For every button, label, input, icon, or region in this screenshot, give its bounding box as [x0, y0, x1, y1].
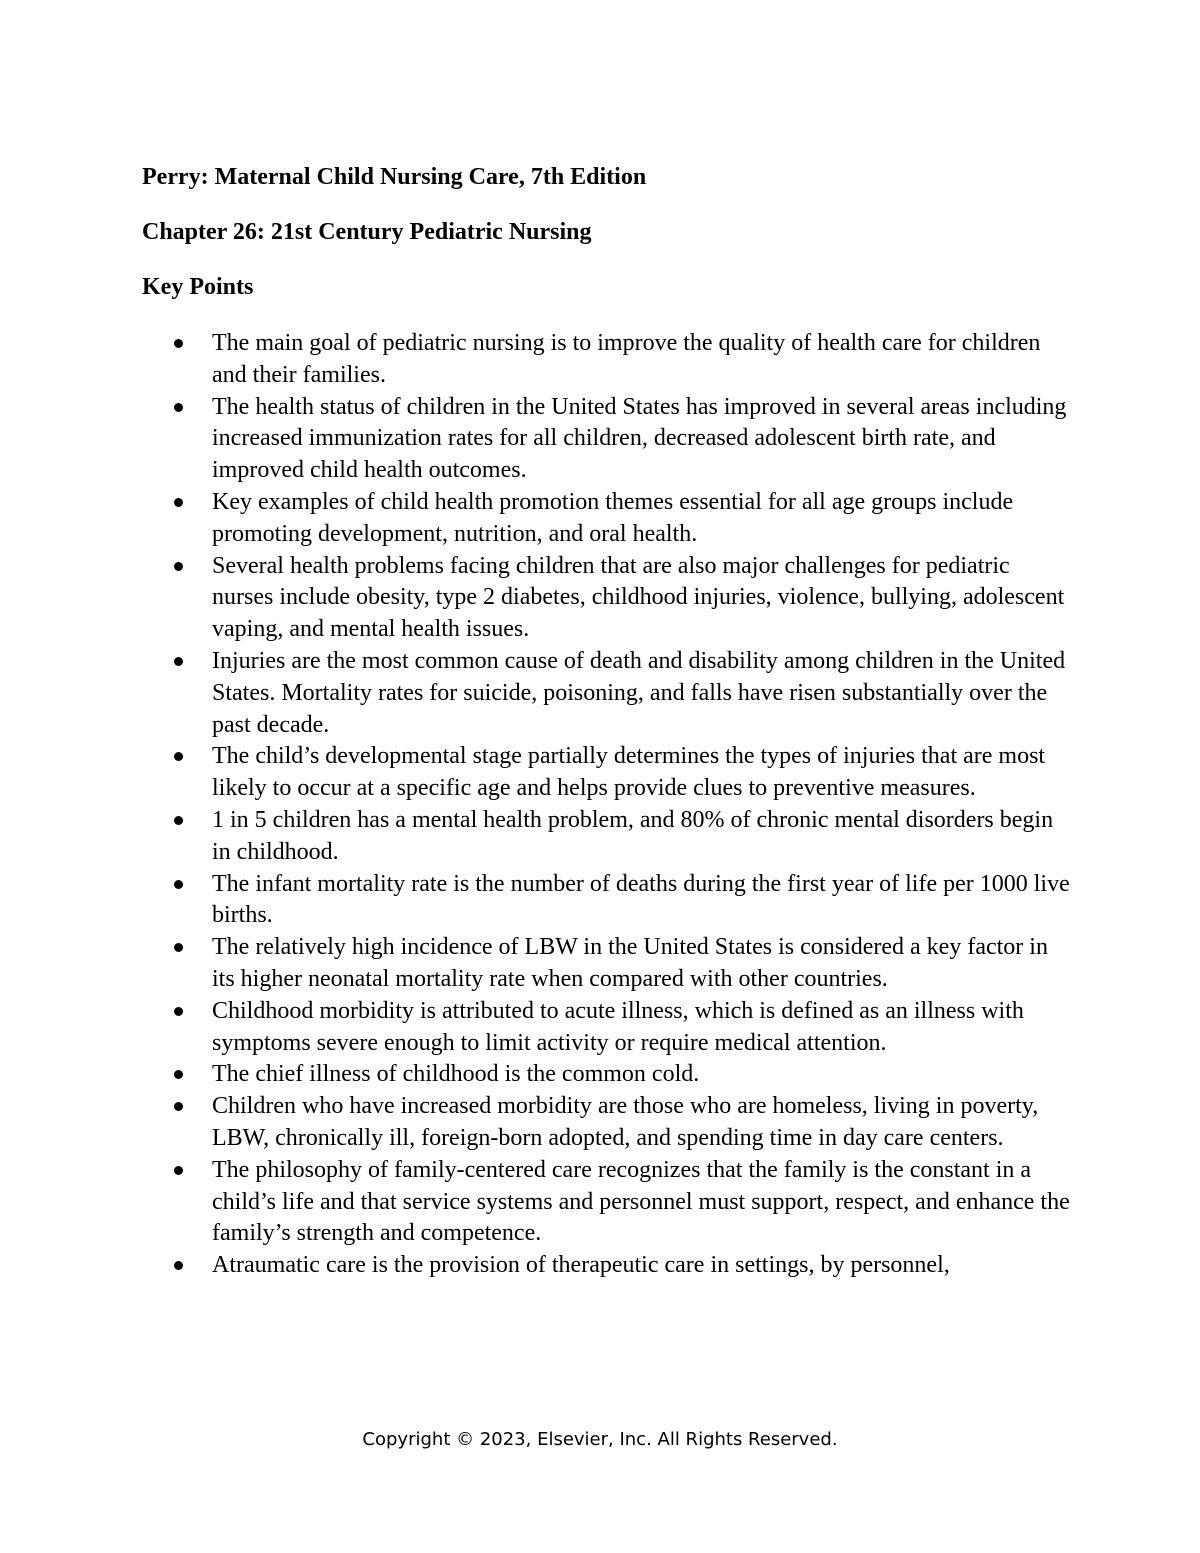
bullet-icon — [174, 943, 183, 952]
list-item-text: Key examples of child health promotion themes essential for all age groups include promoting development, nutrition, and oral health. — [212, 488, 1014, 547]
bullet-icon — [174, 880, 183, 889]
bullet-icon — [174, 816, 183, 825]
bullet-icon — [174, 1166, 183, 1175]
list-item-text: Atraumatic care is the provision of therapeutic care in settings, by personnel, — [212, 1252, 950, 1279]
list-item — [212, 1250, 1072, 1282]
list-item — [212, 487, 1072, 551]
bullet-icon — [174, 1261, 183, 1270]
bullet-icon — [174, 752, 183, 761]
list-item-text: Children who have increased morbidity are those who are homeless, living in poverty, LBW, chronically ill, foreign-born adopted, and spending time in day care centers. — [212, 1093, 1039, 1151]
list-item — [212, 932, 1072, 996]
list-item-text: Several health problems facing children that are also major challenges for pediatric nurses include obesity, type 2 diabetes, childhood injuries, violence, bullying, adolescent vaping, and mental health issues. — [212, 552, 1065, 643]
list-item — [212, 646, 1072, 741]
list-item — [212, 1155, 1072, 1250]
bullet-icon — [174, 657, 183, 666]
list-item-text: The main goal of pediatric nursing is to improve the quality of health care for children and their families. — [212, 330, 1041, 388]
bullet-icon — [174, 1102, 183, 1111]
list-item-text: The philosophy of family-centered care recognizes that the family is the constant in a child’s life and that service systems and personnel must support, respect, and enhance the family’s strength and competence. — [212, 1156, 1070, 1247]
list-item-text: 1 in 5 children has a mental health problem, and 80% of chronic mental disorders begin in childhood. — [212, 806, 1054, 865]
section-heading: Key Points — [142, 274, 254, 300]
list-item-text: The health status of children in the United States has improved in several areas including increased immunization rates for all children, decreased adolescent birth rate, and improved child health outcomes. — [212, 393, 1067, 484]
list-item-text: The chief illness of childhood is the common cold. — [212, 1061, 700, 1088]
list-item — [212, 741, 1072, 805]
bullet-icon — [174, 403, 183, 412]
list-item-text: Injuries are the most common cause of death and disability among children in the United States. Mortality rates for suicide, poisoning, and falls have risen substantially over the past decade. — [212, 647, 1066, 738]
list-item — [212, 392, 1072, 487]
document-title: Perry: Maternal Child Nursing Care, 7th Edition — [142, 164, 647, 190]
list-item — [212, 328, 1072, 392]
list-item-text: Childhood morbidity is attributed to acute illness, which is defined as an illness with symptoms severe enough to limit activity or require medical attention. — [212, 997, 1024, 1056]
bullet-icon — [174, 1007, 183, 1016]
list-item — [212, 551, 1072, 646]
bullet-icon — [174, 339, 183, 348]
copyright-footer: Copyright © 2023, Elsevier, Inc. All Rights Reserved. — [362, 1429, 838, 1450]
list-item-text: The relatively high incidence of LBW in the United States is considered a key factor in its higher neonatal mortality rate when compared with other countries. — [212, 934, 1048, 992]
bullet-icon — [174, 498, 183, 507]
chapter-title: Chapter 26: 21st Century Pediatric Nursing — [142, 219, 592, 245]
list-item — [212, 996, 1072, 1060]
list-item-text: The infant mortality rate is the number of deaths during the first year of life per 1000 live births. — [212, 870, 1070, 929]
list-item — [212, 1059, 1072, 1091]
key-points-list — [212, 328, 1072, 1282]
bullet-icon — [174, 1070, 183, 1079]
list-item — [212, 1091, 1072, 1155]
list-item-text: The child’s developmental stage partially determines the types of injuries that are most likely to occur at a specific age and helps provide clues to preventive measures. — [212, 743, 1046, 802]
bullet-icon — [174, 562, 183, 571]
list-item — [212, 869, 1072, 933]
list-item — [212, 805, 1072, 869]
